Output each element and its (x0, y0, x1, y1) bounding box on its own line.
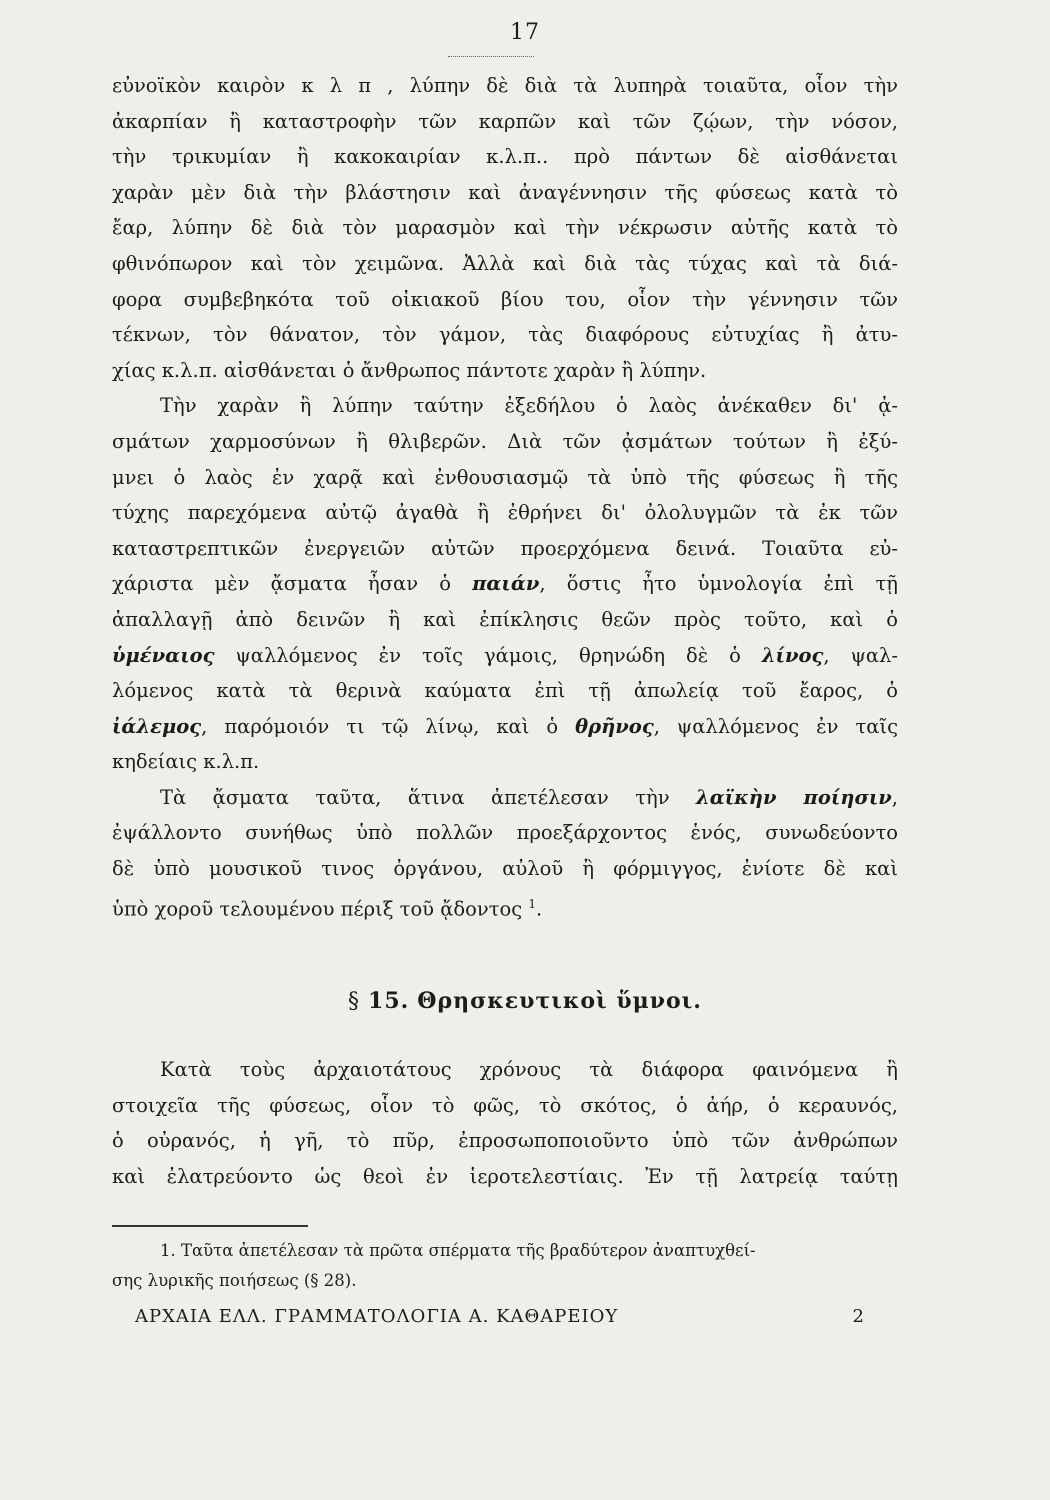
text-run: ψαλλόμενος ἐν τοῖς γάμοις, θρηνώδη δὲ ὁ (214, 643, 762, 667)
footnote-rule (112, 1225, 308, 1227)
term-threnos: θρῆνος (575, 714, 654, 738)
text-run: χάριστα μὲν ᾄσματα ἦσαν ὁ (112, 572, 473, 596)
text-line (112, 566, 898, 602)
text-line: σμάτων χαρμοσύνων ἢ θλιβερῶν. Διὰ τῶν ᾀσμάτων τούτων ἢ ἐξύ- (112, 429, 898, 453)
section-symbol: § (348, 989, 361, 1014)
footnote-reference: 1 (528, 896, 537, 911)
text-line (112, 780, 898, 816)
text-line: χίας κ.λ.π. αἰσθάνεται ὁ ἄνθρωπος πάντοτε χαρὰν ἢ λύπην. (112, 358, 707, 382)
section-text (112, 1052, 898, 1194)
text-line: ἀκαρπίαν ἢ καταστροφὴν τῶν καρπῶν καὶ τῶν ζῴων, τὴν νόσον, (112, 109, 898, 133)
text-line: καταστρεπτικῶν ἐνεργειῶν αὐτῶν προερχόμενα δεινά. Τοιαῦτα εὐ- (112, 536, 898, 560)
footnote-line: σης λυρικῆς ποιήσεως (§ 28). (112, 1271, 357, 1290)
text-line: κηδείαις κ.λ.π. (112, 750, 260, 774)
text-line: στοιχεῖα τῆς φύσεως, οἷον τὸ φῶς, τὸ σκότος, ὁ ἀήρ, ὁ κεραυνός, (112, 1093, 898, 1117)
text-run: ὑπὸ χοροῦ τελουμένου πέριξ τοῦ ᾄδοντος (112, 897, 523, 921)
text-line: λόμενος κατὰ τὰ θερινὰ καύματα ἐπὶ τῇ ἀπωλείᾳ τοῦ ἔαρος, ὁ (112, 679, 898, 703)
page-footer (135, 1306, 865, 1327)
term-paian: παιάν (472, 572, 540, 596)
text-line: Κατὰ τοὺς ἀρχαιοτάτους χρόνους τὰ διάφορα φαινόμενα ἢ (160, 1058, 898, 1081)
header-rule (448, 56, 534, 57)
section-number: 15. (368, 988, 410, 1014)
text-line: χαρὰν μὲν διὰ τὴν βλάστησιν καὶ ἀναγέννησιν τῆς φύσεως κατὰ τὸ (112, 180, 898, 204)
text-line (112, 709, 898, 745)
text-run: , ψαλ- (823, 643, 898, 667)
term-ialemos: ἰάλεμος (112, 714, 202, 738)
text-line (112, 638, 898, 674)
footnote (112, 1236, 898, 1296)
text-line: μνει ὁ λαὸς ἐν χαρᾷ καὶ ἐνθουσιασμῷ τὰ ὑπὸ τῆς φύσεως ἢ τῆς (112, 465, 898, 489)
term-hymenaios: ὑμέναιος (112, 643, 215, 667)
text-line: ἔαρ, λύπην δὲ διὰ τὸν μαρασμὸν καὶ τὴν νέκρωσιν αὐτῆς κατὰ τὸ (112, 216, 898, 240)
text-run: , ψαλλόμενος ἐν ταῖς (653, 714, 898, 738)
text-line: δὲ ὑπὸ μουσικοῦ τινος ὀργάνου, αὐλοῦ ἢ φόρμιγγος, ἐνίοτε δὲ καὶ (112, 857, 898, 881)
text-line: Τὴν χαρὰν ἢ λύπην ταύτην ἐξεδήλου ὁ λαὸς ἀνέκαθεν δι' ᾀ- (160, 394, 898, 418)
section-heading (0, 988, 1050, 1014)
footnote-line: 1. Ταῦτα ἀπετέλεσαν τὰ πρῶτα σπέρματα τῆς βραδύτερον ἀναπτυχθεί- (160, 1241, 756, 1260)
text-line: τέκνων, τὸν θάνατον, τὸν γάμον, τὰς διαφόρους εὐτυχίας ἢ ἀτυ- (112, 323, 898, 347)
text-line: φθινόπωρον καὶ τὸν χειμῶνα. Ἀλλὰ καὶ διὰ τὰς τύχας καὶ τὰ διά- (112, 251, 898, 275)
text-line: ὑπὸ χοροῦ τελουμένου πέριξ τοῦ ᾄδοντος $^1$. (112, 896, 543, 921)
signature-mark: 2 (852, 1306, 865, 1327)
text-line: ἐψάλλοντο συνήθως ὑπὸ πολλῶν προεξάρχοντος ἑνός, συνωδεύοντο (112, 821, 898, 845)
text-line: εὐνοϊκὸν καιρὸν κ λ π , λύπην δὲ διὰ τὰ λυπηρὰ τοιαῦτα, οἷον τὴν (112, 74, 898, 97)
term-laiki-poiisi: λαϊκὴν ποίησιν (696, 785, 892, 809)
text-line: τύχης παρεχόμενα αὐτῷ ἀγαθὰ ἢ ἐθρήνει δι' ὀλολυγμῶν τὰ ἐκ τῶν (112, 501, 898, 525)
term-linos: λίνος (761, 643, 824, 667)
text-run: Τὰ ᾄσματα ταῦτα, ἅτινα ἀπετέλεσαν τὴν (160, 785, 697, 809)
page-number: 17 (510, 20, 540, 45)
footer-book-title: ΑΡΧΑΙΑ ΕΛΛ. ΓΡΑΜΜΑΤΟΛΟΓΙΑ Α. ΚΑΘΑΡΕΙΟΥ (135, 1306, 619, 1327)
text-run: , (891, 785, 898, 809)
text-line: ὁ οὐρανός, ἡ γῆ, τὸ πῦρ, ἐπροσωποποιοῦντο ὑπὸ τῶν ἀνθρώπων (112, 1129, 898, 1153)
body-text (112, 68, 898, 922)
text-line: ἀπαλλαγῇ ἀπὸ δεινῶν ἢ καὶ ἐπίκλησις θεῶν πρὸς τοῦτο, καὶ ὁ (112, 607, 898, 631)
text-line: τὴν τρικυμίαν ἢ κακοκαιρίαν κ.λ.π.. πρὸ πάντων δὲ αἰσθάνεται (112, 145, 898, 169)
text-line: καὶ ἐλατρεύοντο ὡς θεοὶ ἐν ἱεροτελεστίαις. Ἐν τῇ λατρείᾳ ταύτῃ (112, 1164, 898, 1188)
text-line: φορα συμβεβηκότα τοῦ οἰκιακοῦ βίου του, οἷον τὴν γέννησιν τῶν (112, 287, 898, 311)
text-run: , παρόμοιόν τι τῷ λίνῳ, καὶ ὁ (201, 714, 576, 738)
section-title: Θρησκευτικοὶ ὕμνοι. (417, 988, 702, 1014)
text-run: , ὅστις ἦτο ὑμνολογία ἐπὶ τῇ (539, 572, 898, 596)
